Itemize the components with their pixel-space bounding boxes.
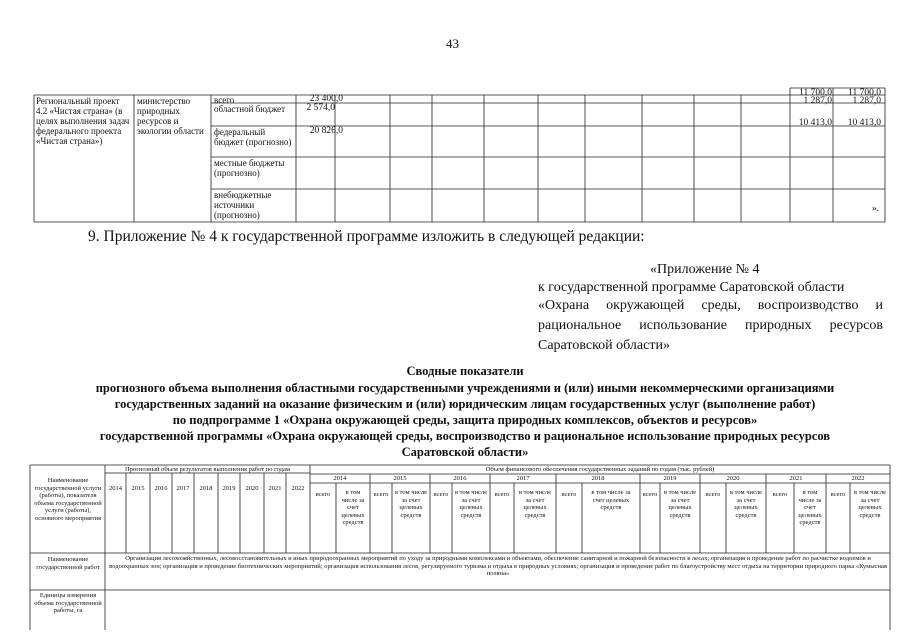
forecast-year: 2017 bbox=[176, 485, 190, 492]
finance-year: 2014 bbox=[333, 475, 347, 482]
value-federal-2022: 10 413,0 bbox=[847, 118, 881, 128]
value-regional-2022: 1 287,0 bbox=[852, 96, 881, 106]
work-name-label: Наименование государственной работ bbox=[36, 556, 100, 571]
total-label: всего bbox=[830, 491, 846, 498]
finance-year: 2021 bbox=[789, 475, 803, 482]
heading-line6: Саратовской области» bbox=[401, 445, 529, 459]
source-regional: областной бюджет bbox=[214, 104, 286, 114]
incl-label: в том числе за счет целевых средств bbox=[341, 489, 365, 526]
incl-label: в том числе за счет целевых средств bbox=[394, 489, 428, 519]
source-federal: федеральный бюджет (прогнозно) bbox=[214, 127, 292, 147]
total-label: всего bbox=[373, 491, 389, 498]
heading-line4: по подпрограмме 1 «Охрана окружающей среды, защита природных комплексов, объектов и ресурсов» bbox=[172, 413, 758, 427]
heading-line3: государственных заданий на оказание физическим и (или) юридическим лицам государственных услуг (выполнение работ) bbox=[114, 397, 816, 411]
heading-line5: государственной программы «Охрана окружающей среды, воспроизводство и рациональное использование природных ресурсов bbox=[99, 429, 831, 443]
forecast-year: 2014 bbox=[109, 485, 122, 492]
value-total-2022: 11 700,0 bbox=[848, 88, 881, 98]
finance-header: Объем финансового обеспечения государственных заданий по годам (тыс. рублей) bbox=[485, 466, 715, 473]
unit-label: Единицы измерения объема государственной работы, га bbox=[34, 592, 102, 614]
incl-label: в том числе за счет целевых средств bbox=[729, 489, 763, 519]
incl-label: в том числе за счет целевых средств bbox=[518, 489, 552, 519]
value-regional-2021: 1 287,0 bbox=[803, 96, 832, 106]
finance-year: 2015 bbox=[393, 475, 407, 482]
work-description: Организация лесохозяйственных, лесовосстановительных и иных природоохранных мероприятий по уходу за природными комплексами и объектами, обеспечение санитарной и пожарной безопасности в лесах; организация и проведение работ по расчистке водоемов и водоохранных зон; организация и проведение биотехнических мероприятий; организация использования лесов, регулируемого туризма и отдыха в природных условиях; организация и проведение работ по благоустройству мест отдыха на территории природного парка «Кумысная поляна» bbox=[109, 555, 887, 577]
forecast-year: 2018 bbox=[199, 485, 213, 492]
total-label: всего bbox=[642, 491, 658, 498]
ministry-name: министерство природных ресурсов и экологии области bbox=[137, 96, 204, 136]
appendix-line1: «Приложение № 4 bbox=[650, 262, 760, 277]
project-name: Региональный проект 4.2 «Чистая страна» (в целях выполнения задач федерального проекта «Чистая страна») bbox=[36, 96, 130, 146]
value-federal-2014: 20 826,0 bbox=[309, 126, 343, 136]
finance-year: 2019 bbox=[663, 475, 677, 482]
source-extra: внебюджетные источники (прогнозно) bbox=[214, 190, 272, 220]
total-label: всего bbox=[561, 491, 577, 498]
total-label: всего bbox=[494, 491, 510, 498]
forecast-year: 2019 bbox=[222, 485, 236, 492]
total-label: всего bbox=[772, 491, 788, 498]
paragraph-9: 9. Приложение № 4 к государственной программе изложить в следующей редакции: bbox=[88, 228, 645, 245]
value-total-2021: 11 700,0 bbox=[799, 88, 832, 98]
col-name-header: Наименование государственной услуги (работы), показателя объема государственной услуги (работы), основного мероприятия bbox=[34, 477, 102, 522]
forecast-year: 2022 bbox=[291, 485, 305, 492]
forecast-year: 2021 bbox=[268, 485, 282, 492]
finance-year: 2018 bbox=[591, 475, 605, 482]
forecast-year: 2015 bbox=[131, 485, 145, 492]
forecast-year: 2016 bbox=[154, 485, 168, 492]
value-regional-2014: 2 574,0 bbox=[306, 103, 335, 113]
heading-line2: прогнозного объема выполнения областными государственными учреждениями и (или) иными некоммерческими организациями bbox=[95, 381, 835, 395]
heading-title: Сводные показатели bbox=[406, 364, 524, 378]
appendix-line3: «Охрана окружающей среды, воспроизводство и рациональное использование природных ресурсов Саратовской области» bbox=[538, 298, 883, 353]
total-label: всего bbox=[433, 491, 449, 498]
value-total-2014: 23 400,0 bbox=[309, 94, 343, 104]
finance-year: 2017 bbox=[516, 475, 530, 482]
source-local: местные бюджеты (прогнозно) bbox=[214, 158, 285, 178]
appendix-line2: к государственной программе Саратовской области bbox=[538, 280, 845, 295]
incl-label: в том числе за счет целевых средств bbox=[798, 489, 822, 526]
finance-year: 2016 bbox=[453, 475, 467, 482]
closing-quote: ». bbox=[871, 204, 879, 214]
incl-label: в том числе за счет целевых средств bbox=[591, 489, 631, 511]
finance-year: 2020 bbox=[726, 475, 740, 482]
total-label: всего bbox=[315, 491, 331, 498]
page-number: 43 bbox=[446, 36, 459, 51]
incl-label: в том числе за счет целевых средств bbox=[853, 489, 887, 519]
incl-label: в том числе за счет целевых средств bbox=[454, 489, 488, 519]
source-total: всего bbox=[214, 95, 235, 105]
forecast-header: Прогнозный объем результатов выполнения работ по годам bbox=[125, 466, 290, 473]
incl-label: в том числе за счет целевых средств bbox=[663, 489, 697, 519]
finance-year: 2022 bbox=[851, 475, 865, 482]
total-label: всего bbox=[705, 491, 721, 498]
forecast-year: 2020 bbox=[245, 485, 259, 492]
value-federal-2021: 10 413,0 bbox=[798, 118, 832, 128]
